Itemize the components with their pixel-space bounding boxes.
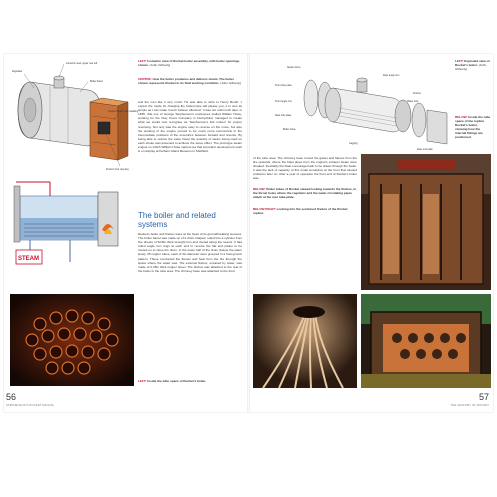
label-isometric: Isometric view, upper rear left bbox=[66, 62, 98, 65]
label-rear-plate: Rear tube plate bbox=[275, 114, 292, 117]
right-page bbox=[249, 54, 493, 412]
caption-boiler-tubes bbox=[253, 188, 357, 200]
caption-text: Inside the tube space of Rocket's boiler. bbox=[147, 379, 207, 383]
caption-isometric bbox=[138, 60, 242, 68]
label-front-ring: Front angle iron bbox=[275, 100, 292, 103]
label-firebox: Firebox bbox=[413, 92, 421, 95]
caption-credit: (John Gilhooly) bbox=[220, 80, 241, 85]
label-rear-head: Rear end plate bbox=[417, 148, 433, 151]
running-head-right: THE ANATOMY OF ROCKET bbox=[450, 404, 489, 407]
label-firebox-door: Firebox door opening bbox=[106, 168, 129, 171]
caption-replica-tube-space bbox=[455, 116, 491, 139]
caption-label: BELOW: bbox=[455, 115, 468, 119]
label-boiler-barrel: Boiler barrel bbox=[90, 80, 103, 83]
caption-exploded bbox=[455, 60, 491, 72]
boiler-tubes-photo bbox=[253, 294, 357, 388]
caption-label: LEFT: bbox=[455, 59, 464, 63]
steam-flow-diagram bbox=[10, 178, 134, 278]
sectioned-firebox-photo bbox=[361, 294, 491, 388]
section-body-text: Rocket's boiler and firebox were at the heart of its groundbreaking success. The boiler barrel was made up of a drum-shaped, rolled into a cylinder from five sheets of 5/16in thick wrought iron and riveted along the seams. It had rolled angle iron rings at each end to receive the flat end plates to be riveted on to close the drum. In the lower half of the drum (below the water level), 25 copper tubes, each of 3in diameter were grouped in a honeycomb pattern. These conducted the flames and heat from the fire through the space where the water was. The external firebox, encased by water, was made of 0.25in thick copper sheet. The firebox was attached to the rear of the boiler in the tube area. The chimney base was attached to the front bbox=[138, 232, 242, 273]
replica-tube-space-photo bbox=[361, 154, 491, 290]
caption-label: BELOW RIGHT: bbox=[253, 207, 276, 211]
caption-credit: (John Gilhooly) bbox=[149, 62, 171, 67]
label-rear-ring: Rear angle iron bbox=[383, 74, 400, 77]
book-spread bbox=[4, 54, 493, 412]
caption-text: Boiler tubes of Rocket viewed looking towards the firebox, to the throat holes where the regulator and the water circulating pipes attach at the rear tube-plate. bbox=[253, 187, 357, 199]
label-inlet: Water inlet bbox=[407, 100, 419, 103]
label-copper-firebox: Copper firebox with cladding bbox=[108, 110, 139, 113]
running-head-left: STEPHENSON'S ROCKET MANUAL bbox=[6, 404, 55, 407]
label-tubes: Boiler tubes bbox=[283, 128, 296, 131]
caption-steam-diagram bbox=[138, 78, 242, 86]
caption-label: BELOW: bbox=[253, 187, 266, 191]
label-front-plate: Front tube plate bbox=[275, 84, 292, 87]
label-barrel: Lagging bbox=[349, 142, 358, 145]
caption-text: Inside the tube space of the replica Rocket's boiler, showing how the internal fittings are positioned. bbox=[455, 115, 491, 139]
tube-space-photo bbox=[10, 294, 134, 386]
caption-tube-space bbox=[138, 380, 242, 384]
label-steam-dome: Steam dome bbox=[287, 66, 301, 69]
caption-label: CENTRE: bbox=[138, 77, 152, 81]
caption-text: Looking into the sectioned firebox of the Rocket replica. bbox=[253, 207, 348, 215]
caption-text: Exploded view of Rocket's boiler. bbox=[455, 59, 490, 67]
page-number-right: 57 bbox=[478, 392, 489, 402]
boiler-isometric-diagram bbox=[10, 58, 139, 174]
body-text-right: of the tube area. The chimney base turned the gases and flames from the fire upwards, where the blast pipes from the engine's exhaust steam were situated. Inevitably the blast encouraged ash to be drawn through the boiler. It was the lack of capacity of this small smokebox at the front that caused problems later on. After a year of operation the front end of Rocket's boiler was bbox=[253, 156, 357, 181]
caption-credit: (John Gilhooly) bbox=[455, 62, 487, 71]
caption-text: How the boiler produces and delivers steam. The boiler shown represents Rocket in its final working condition. bbox=[138, 77, 234, 85]
steam-stamp: STEAM bbox=[18, 256, 39, 262]
boiler-exploded-diagram bbox=[253, 58, 453, 152]
caption-sectioned-firebox bbox=[253, 208, 357, 216]
caption-label: LEFT: bbox=[138, 379, 147, 383]
left-page bbox=[4, 54, 248, 412]
label-regulator: Regulator bbox=[12, 70, 23, 73]
section-heading: The boiler and related systems bbox=[138, 211, 216, 229]
caption-label: LEFT: bbox=[138, 59, 147, 63]
body-text-intro: and the men like it very much. He was able to write to Henry Booth: 'I expect the mode for charging the boiled pipe will please you, it is now as simple as I can make it and I believe effectual.' It was not until much later, in 1845, that one of George Stephenson's employees (called William Howe, working for the Clay Cross Company in Derbyshire) managed to create what we would now recognise as 'Stephenson's link motion' for proper reversing. Not only was the engine easy to reverse on the move, but also the working of the engine proved to be much more economical in the intermediate positions of the eccentrics between forward and reverse. By being able to reduce the valve travel the quantity of steam being used on each stroke was lessened to achieve the same effect. The prototype steam engine on which William Howe carried out that important development work is on display at Kelham Island Museum in Sheffield. bbox=[138, 100, 242, 154]
caption-text: Isometric view of Rocket boiler assembly, with boiler openings shown. bbox=[138, 59, 240, 67]
section-body bbox=[138, 232, 242, 273]
page-number-left: 56 bbox=[6, 392, 17, 402]
